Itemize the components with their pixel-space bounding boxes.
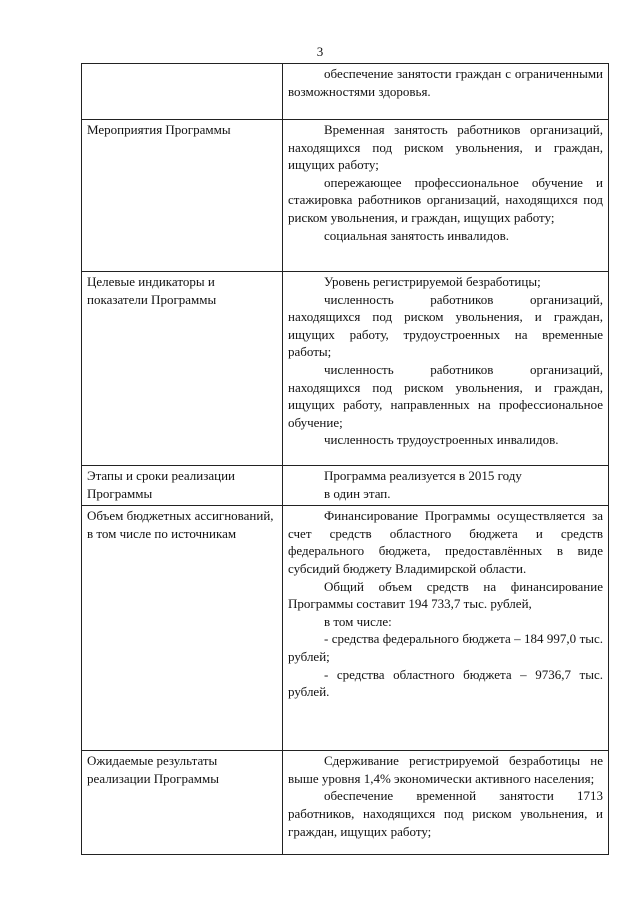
paragraph: Финансирование Программы осуществляется за счет средств областного бюджета и средств федерального бюджета, предоставлённых в виде субсидий бюджету Владимирской области. (288, 508, 603, 576)
table-row (82, 272, 609, 466)
paragraph: численность работников организаций, находящихся под риском увольнения, и граждан, ищущих работу, направленных на профессиональное обучение; (288, 361, 603, 430)
paragraph: Сдерживание регистрируемой безработицы не выше уровня 1,4% экономически активного населения; (288, 753, 603, 786)
row-label (82, 64, 283, 120)
paragraph: Программа реализуется в 2015 году (324, 468, 522, 483)
paragraph: Уровень регистрируемой безработицы; (324, 274, 541, 289)
paragraph: - средства федерального бюджета – 184 997,0 тыс. рублей; (288, 631, 603, 664)
row-content (283, 272, 609, 466)
row-label: Мероприятия Программы (82, 120, 283, 272)
table-row (82, 506, 609, 751)
row-label: Объем бюджетных ассигнований, в том числе по источникам (82, 506, 283, 751)
program-passport-table (81, 63, 609, 855)
paragraph: опережающее профессиональное обучение и стажировка работников организаций, находящихся под риском увольнения, и граждан, ищущих работу; (288, 174, 603, 225)
paragraph: Общий объем средств на финансирование Программы составит 194 733,7 тыс. рублей, (288, 578, 603, 612)
table-row (82, 120, 609, 272)
row-content (283, 64, 609, 120)
table-row (82, 751, 609, 855)
paragraph: в том числе: (324, 613, 392, 629)
row-label: Этапы и сроки реализации Программы (82, 466, 283, 506)
paragraph: социальная занятость инвалидов. (324, 227, 509, 243)
page-number: 3 (316, 44, 324, 59)
row-content (283, 751, 609, 855)
row-content (283, 120, 609, 272)
paragraph: Временная занятость работников организаций, находящихся под риском увольнения, и граждан, ищущих работу; (288, 122, 603, 173)
paragraph: численность трудоустроенных инвалидов. (324, 432, 559, 448)
row-content (283, 506, 609, 751)
row-content (283, 466, 609, 506)
row-label: Ожидаемые результаты реализации Программы (82, 751, 283, 855)
paragraph: обеспечение временной занятости 1713 работников, находящихся под риском увольнения, и граждан, ищущих работу; (288, 788, 603, 839)
paragraph: обеспечение занятости граждан с ограниченными возможностями здоровья. (288, 66, 603, 99)
paragraph: в один этап. (324, 485, 391, 501)
row-label: Целевые индикаторы и показатели Программы (82, 272, 283, 466)
paragraph: - средства областного бюджета – 9736,7 тыс. рублей. (288, 666, 603, 700)
table-row (82, 466, 609, 506)
table-row (82, 64, 609, 120)
paragraph: численность работников организаций, находящихся под риском увольнения, и граждан, ищущих работу, трудоустроенных на временные работы; (288, 291, 603, 360)
